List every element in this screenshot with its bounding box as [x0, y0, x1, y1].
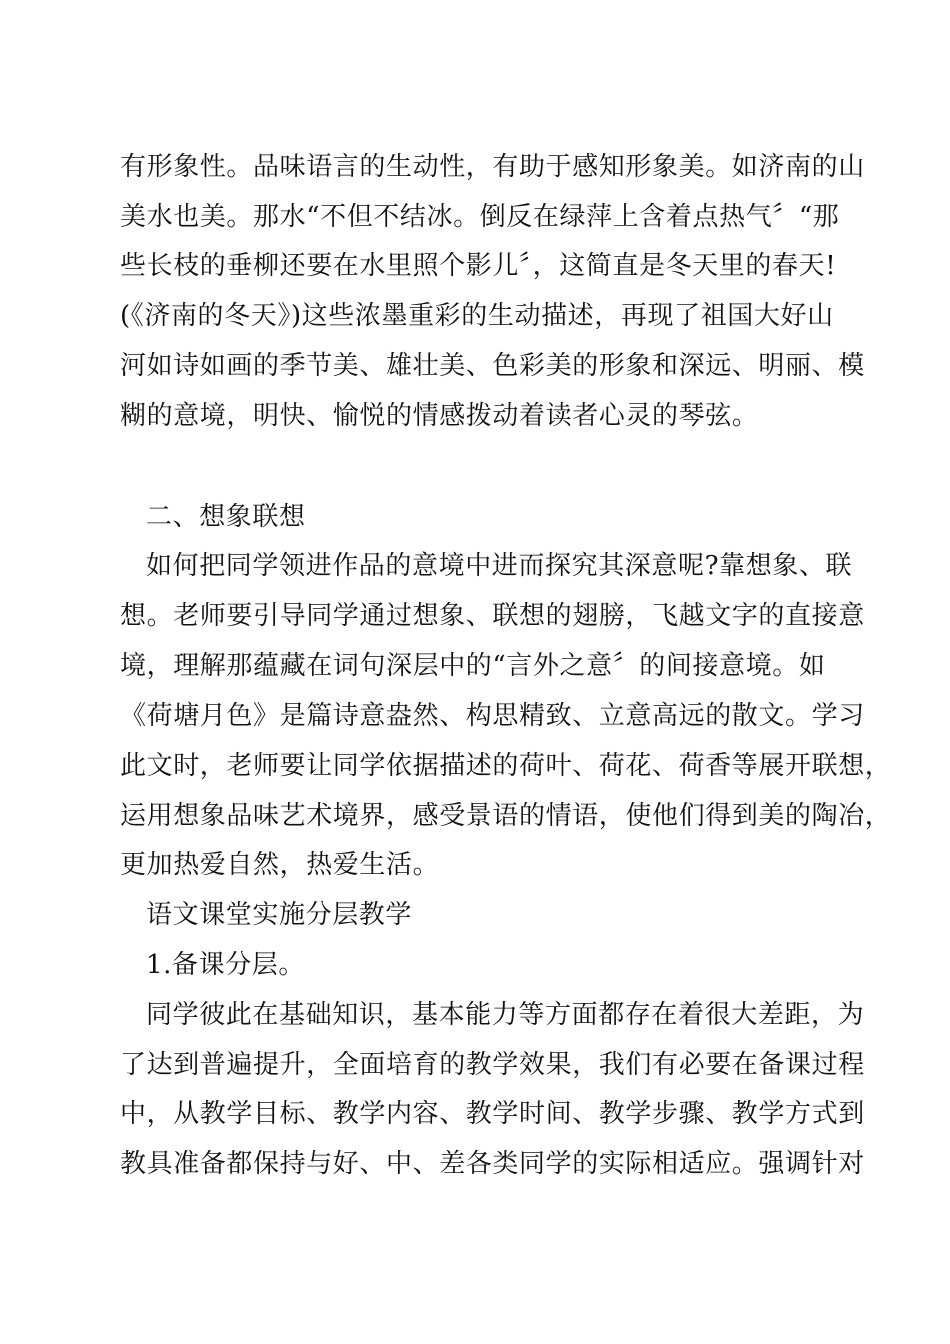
paragraph-line: 想。老师要引导同学通过想象、联想的翅膀，飞越文字的直接意: [120, 601, 865, 631]
paragraph-line: 运用想象品味艺术境界，感受景语的情语，使他们得到美的陶冶，: [120, 801, 892, 831]
paragraph-line: 河如诗如画的季节美、雄壮美、色彩美的形象和深远、明丽、模: [120, 351, 865, 381]
paragraph-line: 更加热爱自然，热爱生活。: [120, 850, 440, 880]
paragraph-line: 中，从教学目标、教学内容、教学时间、教学步骤、教学方式到: [120, 1099, 865, 1129]
paragraph-line: 如何把同学领进作品的意境中进而探究其深意呢?靠想象、联: [146, 551, 853, 581]
paragraph-line: 此文时，老师要让同学依据描述的荷叶、荷花、荷香等展开联想，: [120, 751, 892, 781]
paragraph-line: 《荷塘月色》是篇诗意盎然、构思精致、立意高远的散文。学习: [120, 701, 865, 731]
section-heading: 二、想象联想: [146, 502, 306, 532]
section-heading: 语文课堂实施分层教学: [146, 900, 413, 930]
paragraph-line: 些长枝的垂柳还要在水里照个影儿〞，这简直是冬天里的春天!: [120, 251, 837, 281]
subsection-heading: 1.备课分层。: [146, 950, 306, 980]
paragraph-line: (《济南的冬天》)这些浓墨重彩的生动描述，再现了祖国大好山: [120, 301, 834, 331]
paragraph-line: 有形象性。品味语言的生动性，有助于感知形象美。如济南的山: [120, 152, 865, 182]
paragraph-line: 境，理解那蕴藏在词句深层中的“言外之意〞的间接意境。如: [120, 651, 826, 681]
paragraph-line: 了达到普遍提升，全面培育的教学效果，我们有必要在备课过程: [120, 1050, 865, 1080]
paragraph-line: 教具准备都保持与好、中、差各类同学的实际相适应。强调针对: [120, 1149, 865, 1179]
paragraph-line: 同学彼此在基础知识，基本能力等方面都存在着很大差距，为: [146, 1000, 865, 1030]
paragraph-line: 美水也美。那水“不但不结冰。倒反在绿萍上含着点热气〞“那: [120, 202, 840, 232]
paragraph-line: 糊的意境，明快、愉悦的情感拨动着读者心灵的琴弦。: [120, 401, 759, 431]
